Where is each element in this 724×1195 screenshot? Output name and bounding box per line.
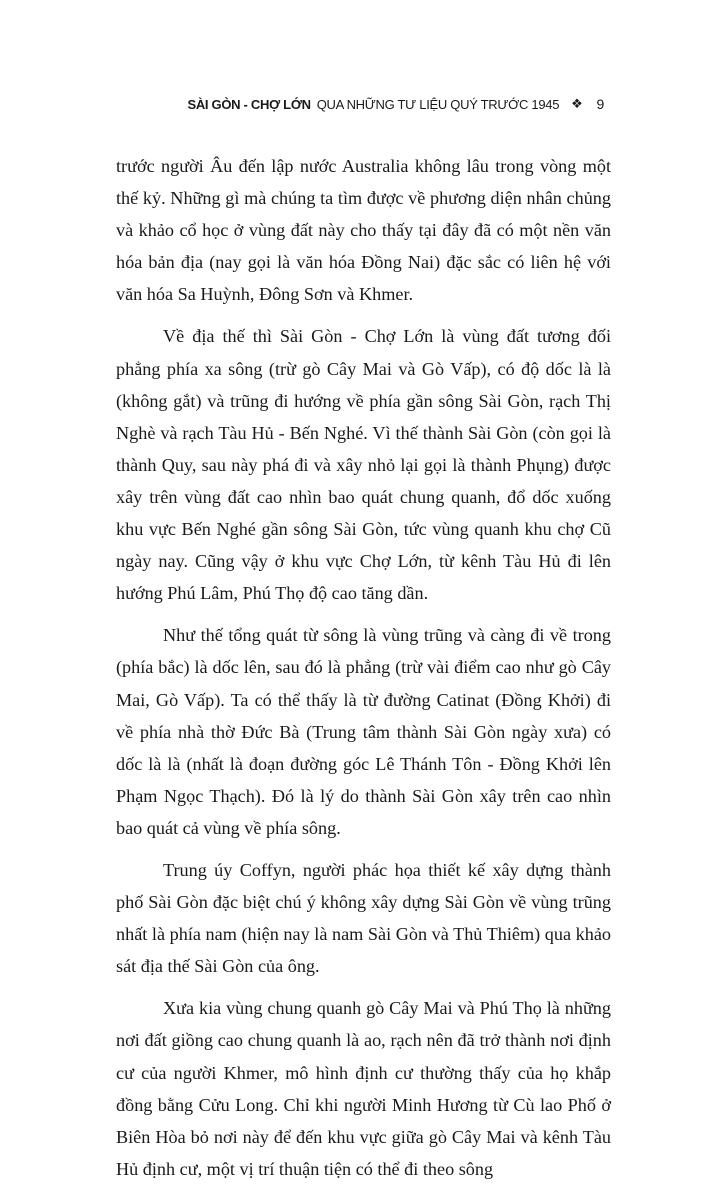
body-text xyxy=(116,150,611,1195)
page-number: 9 xyxy=(596,96,604,112)
paragraph-4: Trung úy Coffyn, người phác họa thiết kế xây dựng thành phố Sài Gòn đặc biệt chú ý không xây dựng Sài Gòn về vùng trũng nhất là phía nam (hiện nay là nam Sài Gòn và Thủ Thiêm) qua khảo sát địa thế Sài Gòn của ông. xyxy=(116,859,611,977)
paragraph-2: Về địa thế thì Sài Gòn - Chợ Lớn là vùng đất tương đối phẳng phía xa sông (trừ gò Cây Mai và Gò Vấp), có độ dốc là là (không gắt) và trũng đi hướng về phía gần sông Sài Gòn, rạch Thị Nghè và rạch Tàu Hủ - Bến Nghé. Vì thế thành Sài Gòn (còn gọi là thành Quy, sau này phá đi và xây nhỏ lại gọi là thành Phụng) được xây trên vùng đất cao nhìn bao quát chung quanh, đổ dốc xuống khu vực Bến Nghé gần sông Sài Gòn, tức vùng quanh khu chợ Cũ ngày nay. Cũng vậy ở khu vực Chợ Lớn, từ kênh Tàu Hủ đi lên hướng Phú Lâm, Phú Thọ độ cao tăng dần. xyxy=(116,326,611,604)
header-title-rest: QUA NHỮNG TƯ LIỆU QUÝ TRƯỚC 1945 xyxy=(316,96,560,112)
diamond-ornament-icon: ❖ xyxy=(571,96,583,111)
running-header xyxy=(187,96,604,112)
header-title-bold: SÀI GÒN - CHỢ LỚN xyxy=(187,96,311,112)
paragraph-5: Xưa kia vùng chung quanh gò Cây Mai và Phú Thọ là những nơi đất giồng cao chung quanh là ao, rạch nên đã trở thành nơi định cư của người Khmer, mô hình định cư thường thấy của họ khắp đồng bằng Cửu Long. Chỉ khi người Minh Hương từ Cù lao Phố ở Biên Hòa bỏ nơi này để đến khu vực giữa gò Cây Mai và kênh Tàu Hủ định cư, một vị trí thuận tiện có thể đi theo sông xyxy=(116,998,611,1179)
paragraph-3: Như thế tổng quát từ sông là vùng trũng và càng đi về trong (phía bắc) là dốc lên, sau đó là phẳng (trừ vài điểm cao như gò Cây Mai, Gò Vấp). Ta có thể thấy là từ đường Catinat (Đồng Khởi) đi về phía nhà thờ Đức Bà (Trung tâm thành Sài Gòn ngày xưa) có dốc là là (nhất là đoạn đường góc Lê Thánh Tôn - Đồng Khởi lên Phạm Ngọc Thạch). Đó là lý do thành Sài Gòn xây trên cao nhìn bao quát cả vùng về phía sông. xyxy=(116,625,611,838)
paragraph-1: trước người Âu đến lập nước Australia không lâu trong vòng một thế kỷ. Những gì mà chúng ta tìm được về phương diện nhân chủng và khảo cổ học ở vùng đất này cho thấy tại đây đã có một nền văn hóa bản địa (nay gọi là văn hóa Đồng Nai) đặc sắc có liên hệ với văn hóa Sa Huỳnh, Đông Sơn và Khmer. xyxy=(116,156,611,305)
